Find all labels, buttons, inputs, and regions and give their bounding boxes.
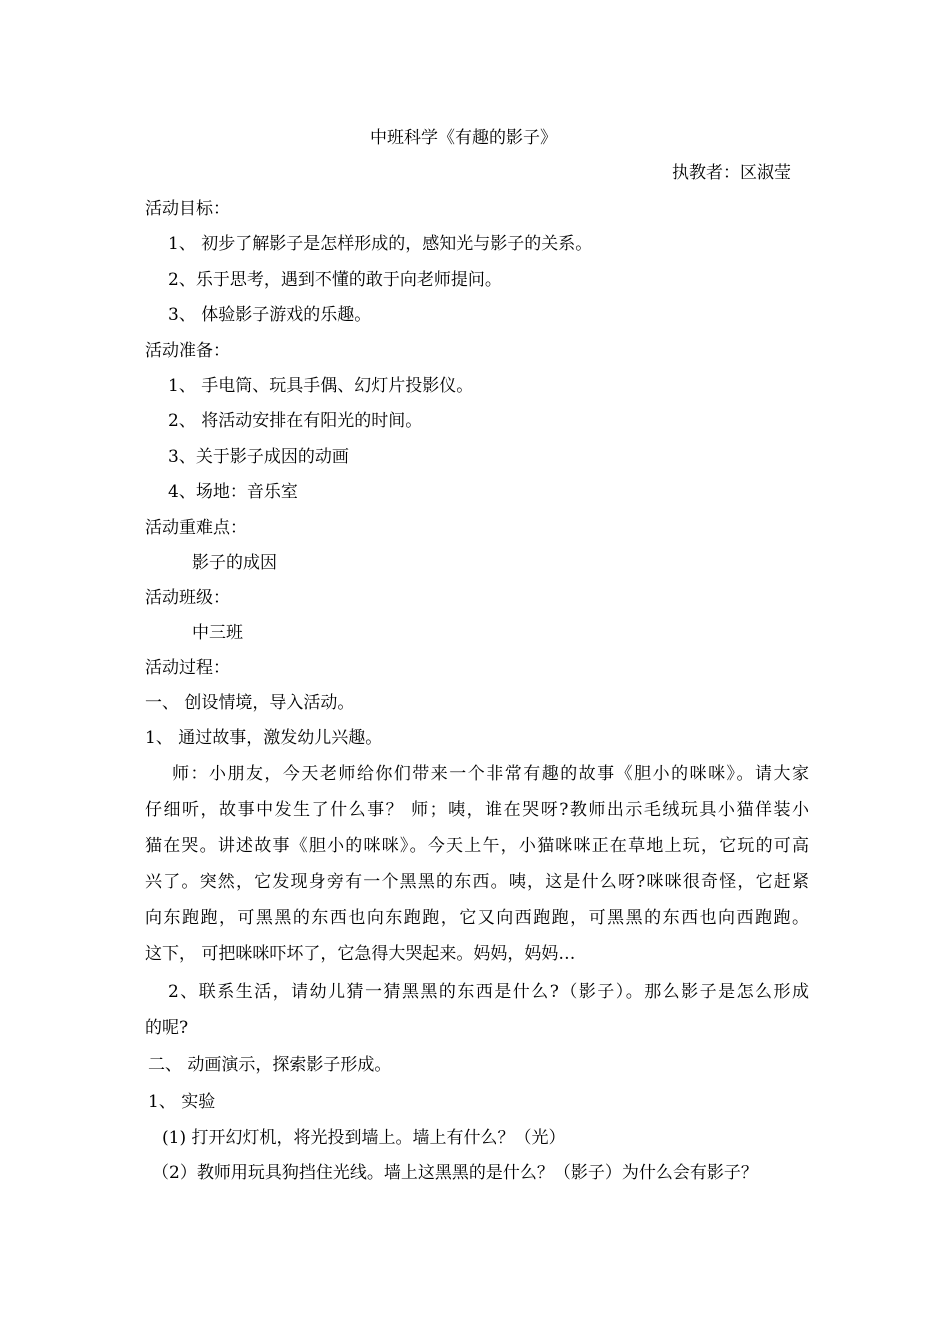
class-text: 中三班 — [192, 623, 243, 643]
class-heading: 活动班级： — [145, 588, 230, 608]
key-text: 影子的成因 — [192, 553, 277, 573]
step2-line: 的呢? — [145, 1018, 189, 1038]
story-line: 这下， 可把咪咪吓坏了，它急得大哭起来。妈妈，妈妈… — [145, 944, 576, 964]
section-heading: 一、 创设情境，导入活动。 — [145, 693, 355, 713]
goal-item: 2、乐于思考，遇到不懂的敢于向老师提问。 — [168, 270, 502, 290]
story-line: 仔细听，故事中发生了什么事？ 师；咦，谁在哭呀?教师出示毛绒玩具小猫佯装小 — [145, 800, 809, 820]
prep-item: 4、场地：音乐室 — [168, 482, 298, 502]
prep-item: 3、关于影子成因的动画 — [168, 447, 349, 467]
experiment-item: (1) 打开幻灯机，将光投到墙上。墙上有什么？（光） — [162, 1128, 566, 1148]
author-line: 执教者：区淑莹 — [672, 163, 791, 183]
prep-item: 1、 手电筒、玩具手偶、幻灯片投影仪。 — [168, 376, 474, 396]
page-title: 中班科学《有趣的影子》 — [370, 128, 557, 148]
step2-line: 2、联系生活，请幼儿猜一猜黑黑的东西是什么?（影子）。那么影子是怎么形成 — [168, 982, 809, 1002]
experiment-item: （2）教师用玩具狗挡住光线。墙上这黑黑的是什么？（影子）为什么会有影子？ — [152, 1163, 758, 1183]
process-heading: 活动过程： — [145, 658, 230, 678]
experiment-heading: 1、 实验 — [148, 1092, 216, 1112]
story-line: 向东跑跑，可黑黑的东西也向东跑跑，它又向西跑跑，可黑黑的东西也向西跑跑。 — [145, 908, 809, 928]
goal-item: 1、 初步了解影子是怎样形成的，感知光与影子的关系。 — [168, 234, 593, 254]
story-line: 师：小朋友，今天老师给你们带来一个非常有趣的故事《胆小的咪咪》。请大家 — [172, 764, 809, 784]
prep-item: 2、 将活动安排在有阳光的时间。 — [168, 411, 423, 431]
goals-heading: 活动目标： — [145, 199, 230, 219]
prep-heading: 活动准备： — [145, 341, 230, 361]
step-heading: 1、 通过故事，激发幼儿兴趣。 — [145, 728, 383, 748]
key-heading: 活动重难点： — [145, 518, 247, 538]
story-line: 猫在哭。讲述故事《胆小的咪咪》。今天上午，小猫咪咪正在草地上玩，它玩的可高 — [145, 836, 809, 856]
story-line: 兴了。突然，它发现身旁有一个黑黑的东西。咦，这是什么呀?咪咪很奇怪，它赶紧 — [145, 872, 809, 892]
section-heading: 二、 动画演示，探索影子形成。 — [148, 1055, 392, 1075]
goal-item: 3、 体验影子游戏的乐趣。 — [168, 305, 372, 325]
